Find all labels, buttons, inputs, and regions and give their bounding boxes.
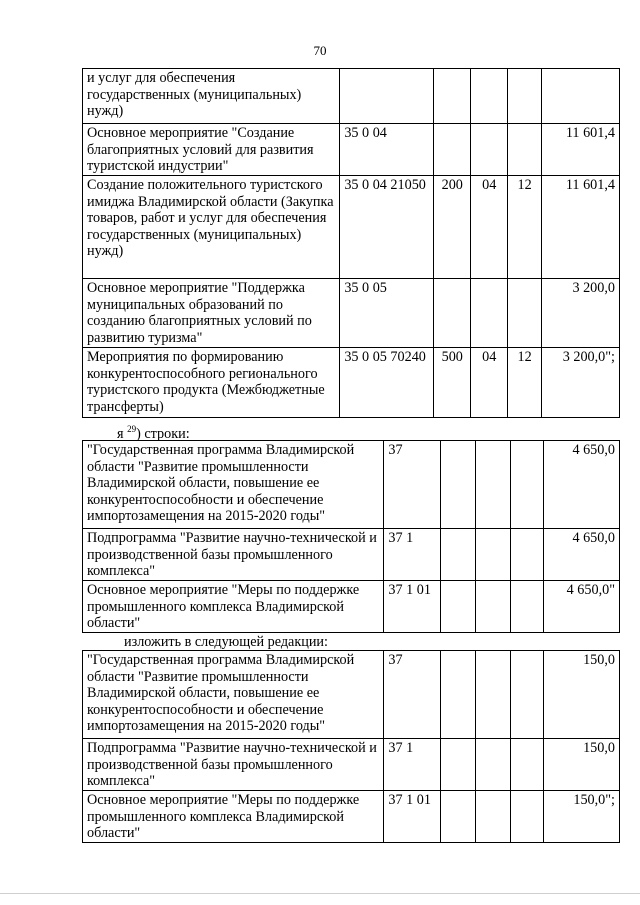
row-name: Мероприятия по формированию конкурентоспособного регионального туристского продукта (Межбюджетные трансферты) xyxy=(83,348,340,418)
row-name: Создание положительного туристского имиджа Владимирской области (Закупка товаров, работ и услуг для обеспечения государственных (муниципальных) нужд) xyxy=(83,176,340,279)
row-rz: 04 xyxy=(471,348,508,418)
row-sum: 150,0"; xyxy=(544,791,620,843)
row-sum: 4 650,0 xyxy=(544,441,620,529)
empty-cell xyxy=(441,739,476,791)
empty-cell xyxy=(511,739,544,791)
table-row xyxy=(83,176,620,279)
row-code: 35 0 05 xyxy=(340,279,434,348)
row-code xyxy=(340,69,434,124)
row-code: 37 1 xyxy=(384,529,441,581)
empty-cell xyxy=(476,581,511,633)
row-sum: 150,0 xyxy=(544,651,620,739)
row-pr xyxy=(508,69,542,124)
table-row xyxy=(83,124,620,176)
row-vr: 500 xyxy=(434,348,471,418)
row-rz xyxy=(471,69,508,124)
empty-cell xyxy=(511,651,544,739)
empty-cell xyxy=(476,441,511,529)
row-vr xyxy=(434,279,471,348)
row-pr xyxy=(508,124,542,176)
row-pr: 12 xyxy=(508,348,542,418)
budget-table-new-rows xyxy=(82,650,620,843)
row-name: и услуг для обеспечения государственных (муниципальных) нужд) xyxy=(83,69,340,124)
row-vr xyxy=(434,124,471,176)
empty-cell xyxy=(511,791,544,843)
row-code: 37 1 01 xyxy=(384,581,441,633)
row-code: 35 0 04 21050 xyxy=(340,176,434,279)
empty-cell xyxy=(441,651,476,739)
footnote-marker: 29 xyxy=(127,424,137,434)
row-sum: 150,0 xyxy=(544,739,620,791)
row-pr: 12 xyxy=(508,176,542,279)
row-sum: 11 601,4 xyxy=(542,124,620,176)
caption-prefix: я xyxy=(117,426,128,442)
row-rz xyxy=(471,279,508,348)
row-rz xyxy=(471,124,508,176)
empty-cell xyxy=(476,529,511,581)
row-code: 35 0 05 70240 xyxy=(340,348,434,418)
empty-cell xyxy=(441,529,476,581)
budget-table-continuation xyxy=(82,68,620,418)
row-name: Основное мероприятие "Меры по поддержке промышленного комплекса Владимирской области" xyxy=(83,791,384,843)
row-vr: 200 xyxy=(434,176,471,279)
table-row xyxy=(83,651,620,739)
row-name: Подпрограмма "Развитие научно-технической и производственной базы промышленного комплекса" xyxy=(83,529,384,581)
empty-cell xyxy=(511,581,544,633)
table-row xyxy=(83,348,620,418)
row-sum: 4 650,0" xyxy=(544,581,620,633)
table-row xyxy=(83,279,620,348)
row-code: 37 1 xyxy=(384,739,441,791)
empty-cell xyxy=(476,651,511,739)
row-code: 37 1 01 xyxy=(384,791,441,843)
row-rz: 04 xyxy=(471,176,508,279)
budget-table-old-rows xyxy=(82,440,620,633)
page-number: 70 xyxy=(313,43,327,58)
row-name: Основное мероприятие "Поддержка муниципальных образований по созданию благоприятных условий по развитию туризма" xyxy=(83,279,340,348)
row-vr xyxy=(434,69,471,124)
row-name: Основное мероприятие "Создание благоприятных условий для развития туристской индустрии" xyxy=(83,124,340,176)
empty-cell xyxy=(441,791,476,843)
row-code: 37 xyxy=(384,651,441,739)
scan-edge-line xyxy=(0,893,640,894)
row-sum: 3 200,0 xyxy=(542,279,620,348)
row-sum: 11 601,4 xyxy=(542,176,620,279)
empty-cell xyxy=(476,791,511,843)
empty-cell xyxy=(441,581,476,633)
empty-cell xyxy=(441,441,476,529)
empty-cell xyxy=(511,529,544,581)
row-name: Подпрограмма "Развитие научно-технической и производственной базы промышленного комплекса" xyxy=(83,739,384,791)
row-sum xyxy=(542,69,620,124)
row-name: "Государственная программа Владимирской области "Развитие промышленности Владимирской области, повышение ее конкурентоспособности и обеспечение импортозамещения на 2015-2020 годы" xyxy=(83,651,384,739)
row-name: Основное мероприятие "Меры по поддержке промышленного комплекса Владимирской области" xyxy=(83,581,384,633)
caption-suffix: ) строки: xyxy=(136,426,190,442)
table-row xyxy=(83,69,620,124)
empty-cell xyxy=(476,739,511,791)
row-sum: 3 200,0"; xyxy=(542,348,620,418)
table-row xyxy=(83,739,620,791)
table-row xyxy=(83,791,620,843)
row-pr xyxy=(508,279,542,348)
table-row xyxy=(83,529,620,581)
table-row xyxy=(83,581,620,633)
caption-new-edition: изложить в следующей редакции: xyxy=(124,634,328,650)
row-code: 35 0 04 xyxy=(340,124,434,176)
row-sum: 4 650,0 xyxy=(544,529,620,581)
empty-cell xyxy=(511,441,544,529)
row-code: 37 xyxy=(384,441,441,529)
row-name: "Государственная программа Владимирской области "Развитие промышленности Владимирской области, повышение ее конкурентоспособности и обеспечение импортозамещения на 2015-2020 годы" xyxy=(83,441,384,529)
table-row xyxy=(83,441,620,529)
